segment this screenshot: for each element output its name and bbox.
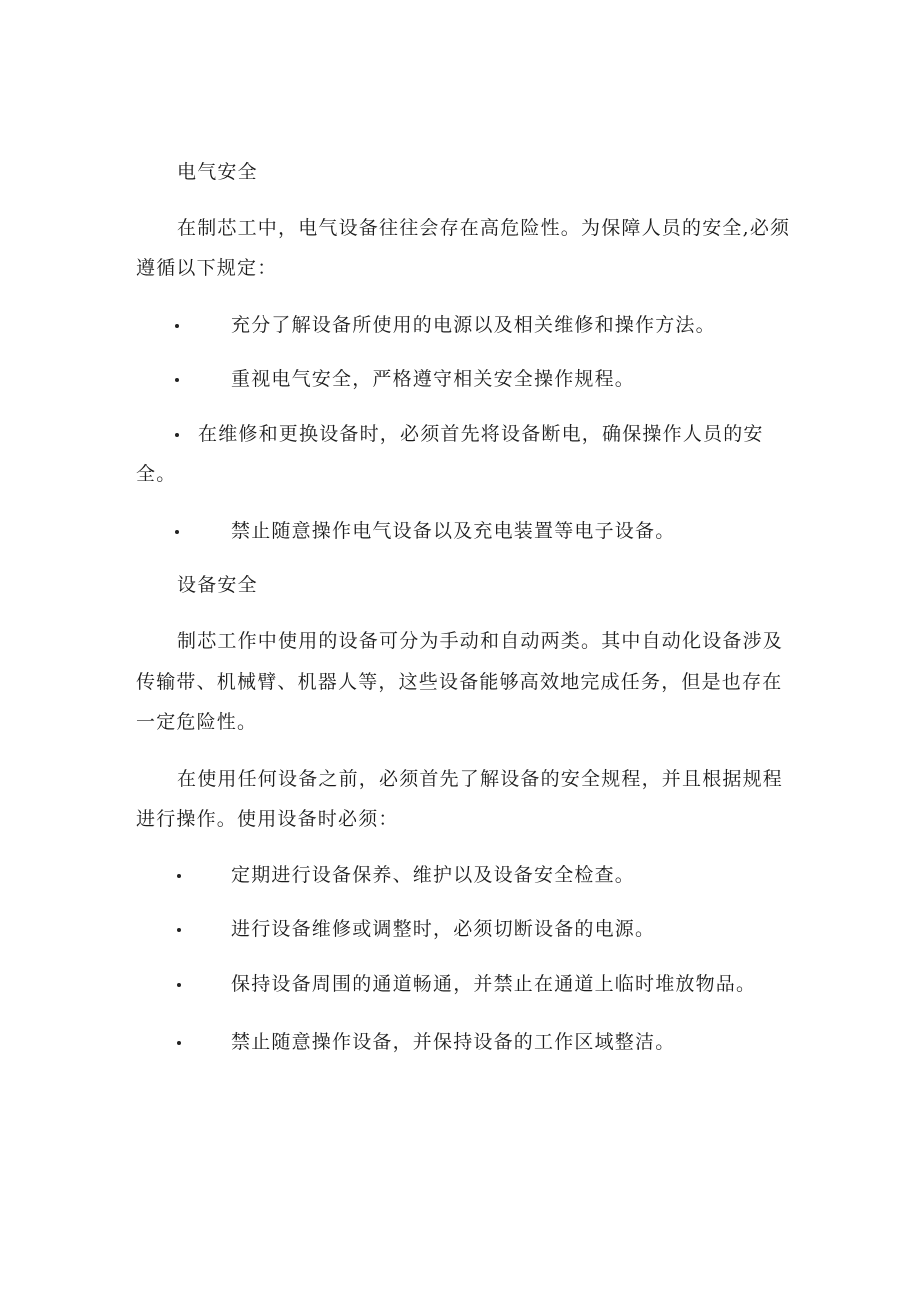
list-item: 进行设备维修或调整时，必须切断设备的电源。 [231,918,656,940]
bullet-icon [175,324,179,328]
bullet-icon [175,530,179,534]
bullet-icon [177,928,181,932]
list-item: 在维修和更换设备时，必须首先将设备断电，确保操作人员的安 [198,423,764,445]
paragraph-line: 遵循以下规定： [136,257,278,279]
paragraph-line: 一定危险性。 [136,711,258,733]
section-heading-electrical: 电气安全 [177,161,258,183]
paragraph-line: 制芯工作中使用的设备可分为手动和自动两类。其中自动化设备涉及 [177,630,784,652]
bullet-icon [175,433,179,437]
list-item: 禁止随意操作设备，并保持设备的工作区域整洁。 [231,1031,676,1053]
list-item: 定期进行设备保养、维护以及设备安全检查。 [231,864,636,886]
paragraph-line: 进行操作。使用设备时必须： [136,808,399,830]
list-item: 禁止随意操作电气设备以及充电装置等电子设备。 [231,520,676,542]
bullet-icon [177,874,181,878]
section-heading-equipment: 设备安全 [177,574,258,596]
list-item: 重视电气安全，严格遵守相关安全操作规程。 [231,368,636,390]
list-item: 保持设备周围的通道畅通，并禁止在通道上临时堆放物品。 [231,973,757,995]
bullet-icon [175,378,179,382]
paragraph-line: 在制芯工中，电气设备往往会存在高危险性。为保障人员的安全,必须 [177,217,791,239]
paragraph-line: 传输带、机械臂、机器人等，这些设备能够高效地完成任务，但是也存在 [136,671,783,693]
list-item-continuation: 全。 [136,463,177,485]
paragraph-line: 在使用任何设备之前，必须首先了解设备的安全规程，并且根据规程 [177,768,784,790]
list-item: 充分了解设备所使用的电源以及相关维修和操作方法。 [231,314,716,336]
bullet-icon [177,1041,181,1045]
bullet-icon [177,983,181,987]
